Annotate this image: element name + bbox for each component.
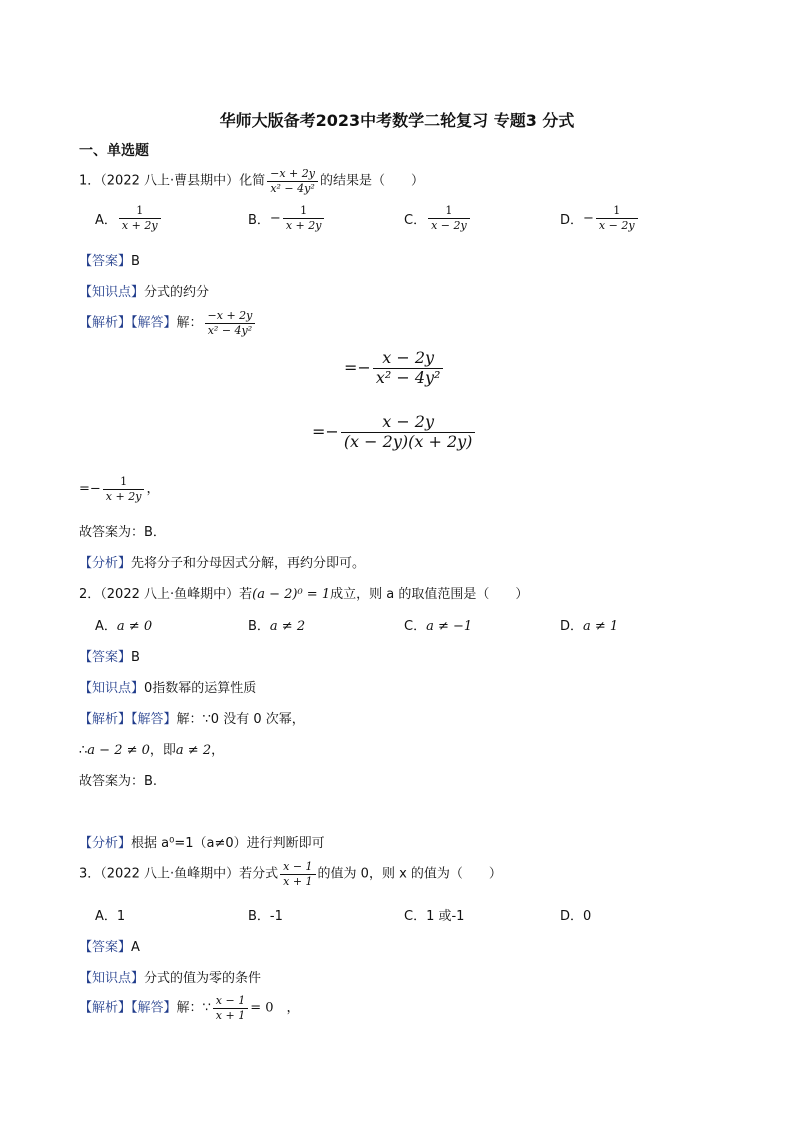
q2-option-b[interactable]: B．a ≠ 2 (248, 619, 306, 634)
q1-option-b[interactable]: B． − $\frac{1}{x + 2y}$ (248, 205, 326, 231)
section-heading: 一、单选题 (79, 143, 149, 159)
q2-analysis: 【解析】【解答】解：∵0 没有 0 次幂， (79, 712, 305, 727)
q3-option-d[interactable]: D．0 (560, 909, 592, 924)
q1-option-c[interactable]: C． $\frac{1}{x - 2y}$ (404, 205, 472, 231)
q3-option-a[interactable]: A．1 (95, 909, 126, 924)
q1-answer: 【答案】B (79, 254, 140, 269)
question-2-stem: 2．（2022 八上·鱼峰期中）若(a − 2)⁰ = 1成立，则 a 的取值范围是（ ） (79, 587, 529, 602)
q1-knowledge: 【知识点】分式的约分 (79, 285, 210, 300)
q3-knowledge: 【知识点】分式的值为零的条件 (79, 971, 262, 986)
q1-fraction: $\frac{-x + 2y}{\text{x² − 4y²}}$ (267, 168, 318, 194)
q2-method: 【分析】根据 a⁰=1（a≠0）进行判断即可 (79, 836, 325, 851)
q1-method: 【分析】先将分子和分母因式分解，再约分即可。 (79, 556, 366, 571)
q1-option-d[interactable]: D． − $\frac{1}{x - 2y}$ (560, 205, 640, 231)
q1-step-2: =− $\frac{x - 2y}{(x - 2y)(x + 2y)}$ (312, 414, 477, 451)
q2-step: ∴a − 2 ≠ 0，即a ≠ 2， (79, 743, 225, 758)
question-3-stem: 3．（2022 八上·鱼峰期中）若分式 $\frac{x - 1}{x + 1}$ 的值为 0，则 x 的值为（ ） (79, 860, 502, 888)
q2-option-d[interactable]: D．a ≠ 1 (560, 619, 619, 634)
q3-answer: 【答案】A (79, 940, 140, 955)
q2-option-a[interactable]: A．a ≠ 0 (95, 619, 153, 634)
q2-conclusion: 故答案为：B. (79, 774, 158, 789)
question-1-stem: 1．（2022 八上·曹县期中）化简 $\frac{-x + 2y}{\text{x² − 4y²}}$ 的结果是（ ） (79, 167, 424, 195)
q2-option-c[interactable]: C．a ≠ −1 (404, 619, 473, 634)
q3-option-c[interactable]: C．1 或-1 (404, 909, 465, 924)
q2-answer: 【答案】B (79, 650, 140, 665)
q2-knowledge: 【知识点】0指数幂的运算性质 (79, 681, 257, 696)
q1-step-3: =− $\frac{1}{x + 2y}$ ， (79, 475, 160, 503)
q1-analysis: 【解析】【解答】解： $\frac{-x + 2y}{\text{x² − 4y²}}$ (79, 310, 257, 336)
q1-conclusion: 故答案为：B． (79, 525, 166, 540)
q1-step-1: =− $\frac{x - 2y}{\text{x² − 4y²}}$ (344, 350, 445, 387)
q1-option-a[interactable]: A． $\frac{1}{x + 2y}$ (95, 205, 163, 231)
q3-analysis: 【解析】【解答】解：∵ $\frac{x - 1}{x + 1}$ = 0 ， (79, 994, 300, 1022)
q3-option-b[interactable]: B．-1 (248, 909, 283, 924)
page-title: 华师大版备考2023中考数学二轮复习 专题3 分式 (219, 111, 575, 130)
